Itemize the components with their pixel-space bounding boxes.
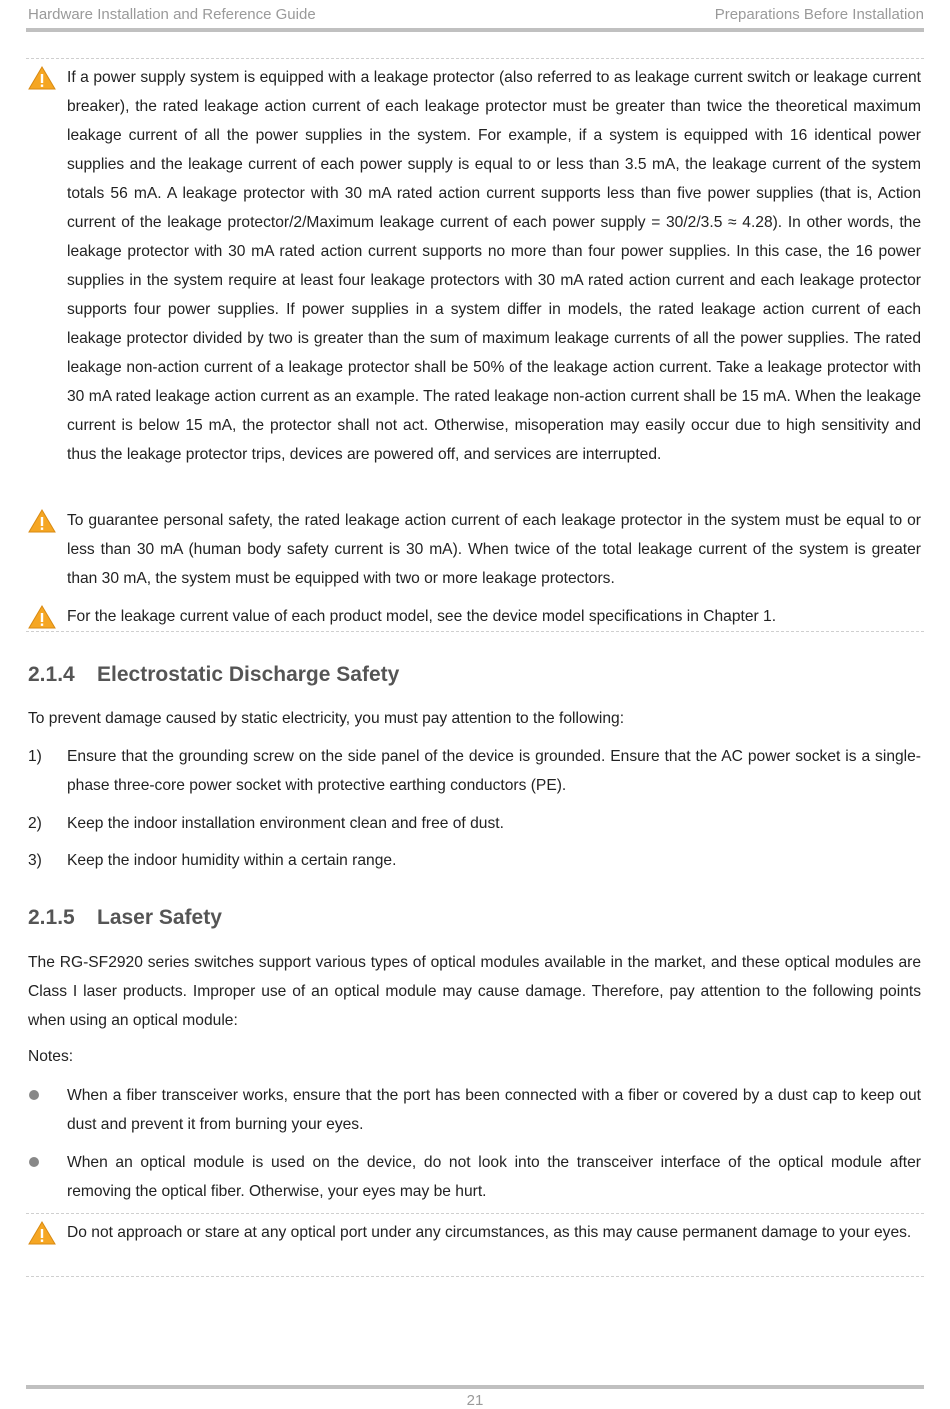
warning-triangle-icon xyxy=(28,66,56,90)
list-marker: 1) xyxy=(28,748,42,765)
laser-intro-text: The RG-SF2920 series switches support various types of optical modules available in the market, and these optical modules are Class I laser products. Improper use of an optical module may cause damage. Therefore, pay attention to the following points when using an optical module: xyxy=(28,954,921,1029)
bullet-dot-icon xyxy=(29,1157,39,1167)
list-item: Keep the indoor installation environment clean and free of dust. xyxy=(67,815,504,832)
warning-triangle-icon xyxy=(28,605,56,629)
warning-box-bottom-rule xyxy=(26,631,924,632)
warning-model-spec-text: For the leakage current value of each product model, see the device model specifications in Chapter 1. xyxy=(67,608,777,625)
warning-optical-port-text: Do not approach or stare at any optical port under any circumstances, as this may cause permanent damage to your eyes. xyxy=(67,1224,912,1241)
list-item: When a fiber transceiver works, ensure that the port has been connected with a fiber or covered by a dust cap to keep out dust and prevent it from burning your eyes. xyxy=(67,1087,921,1133)
section-title: Electrostatic Discharge Safety xyxy=(97,663,400,686)
section-heading-esd xyxy=(28,663,399,687)
list-marker: 3) xyxy=(28,852,42,869)
warning-box-bottom-rule xyxy=(26,1276,924,1277)
warning-triangle-icon xyxy=(28,1221,56,1245)
footer-rule xyxy=(26,1385,924,1389)
section-title: Laser Safety xyxy=(97,906,222,929)
header-chapter-title: Preparations Before Installation xyxy=(714,6,924,23)
page-number: 21 xyxy=(466,1392,484,1409)
page-header xyxy=(28,6,924,26)
section-number: 2.1.5 xyxy=(28,906,75,929)
list-item: Ensure that the grounding screw on the side panel of the device is grounded. Ensure that the AC power socket is a single-phase three-core power socket with protective earthing conductors (PE). xyxy=(67,748,921,794)
section-heading-laser xyxy=(28,906,222,930)
warning-box-top-rule xyxy=(26,58,924,59)
list-marker: 2) xyxy=(28,815,42,832)
esd-intro-text: To prevent damage caused by static electricity, you must pay attention to the following: xyxy=(28,710,625,727)
header-rule xyxy=(26,28,924,32)
section-number: 2.1.4 xyxy=(28,663,75,686)
warning-triangle-icon xyxy=(28,509,56,533)
notes-label: Notes: xyxy=(28,1048,74,1065)
warning-personal-safety-text: To guarantee personal safety, the rated leakage action current of each leakage protector in the system must be equal to or less than 30 mA (human body safety current is 30 mA). When twice of the total leakage current of the system is greater than 30 mA, the system must be equipped with two or more leakage protectors. xyxy=(67,512,921,587)
warning-leakage-protector-text: If a power supply system is equipped with a leakage protector (also referred to as leakage current switch or leakage current breaker), the rated leakage action current of each leakage protector must be greater than twice the theoretical maximum leakage current of all the power supplies in the system. For example, if a system is equipped with 16 identical power supplies and the leakage current of each power supply is equal to or less than 3.5 mA, the leakage current of the system totals 56 mA. A leakage protector with 30 mA rated action current supports less than five power supplies (that is, Action current of the leakage protector/2/Maximum leakage current of each power supply = 30/2/3.5 ≈ 4.28). In other words, the leakage protector with 30 mA rated action current supports no more than four power supplies. In this case, the 16 power supplies in the system require at least four leakage protectors with 30 mA rated action current and each leakage protector supports four power supplies. If power supplies in a system differ in models, the rated leakage action current of each leakage protector divided by two is greater than the sum of maximum leakage currents of all the power supplies. The rated leakage non-action current of a leakage protector shall be 50% of the leakage action current. Take a leakage protector with 30 mA rated leakage action current as an example. The rated leakage non-action current shall be 15 mA. When the leakage current is below 15 mA, the protector shall not act. Otherwise, misoperation may easily occur due to high sensitivity and thus the leakage protector trips, devices are powered off, and services are interrupted. xyxy=(67,69,921,463)
list-item: When an optical module is used on the device, do not look into the transceiver interface of the optical module after removing the optical fiber. Otherwise, your eyes may be hurt. xyxy=(67,1154,921,1200)
warning-box-top-rule xyxy=(26,1213,924,1214)
list-item: Keep the indoor humidity within a certain range. xyxy=(67,852,397,869)
header-doc-title: Hardware Installation and Reference Guide xyxy=(28,6,316,23)
bullet-dot-icon xyxy=(29,1090,39,1100)
